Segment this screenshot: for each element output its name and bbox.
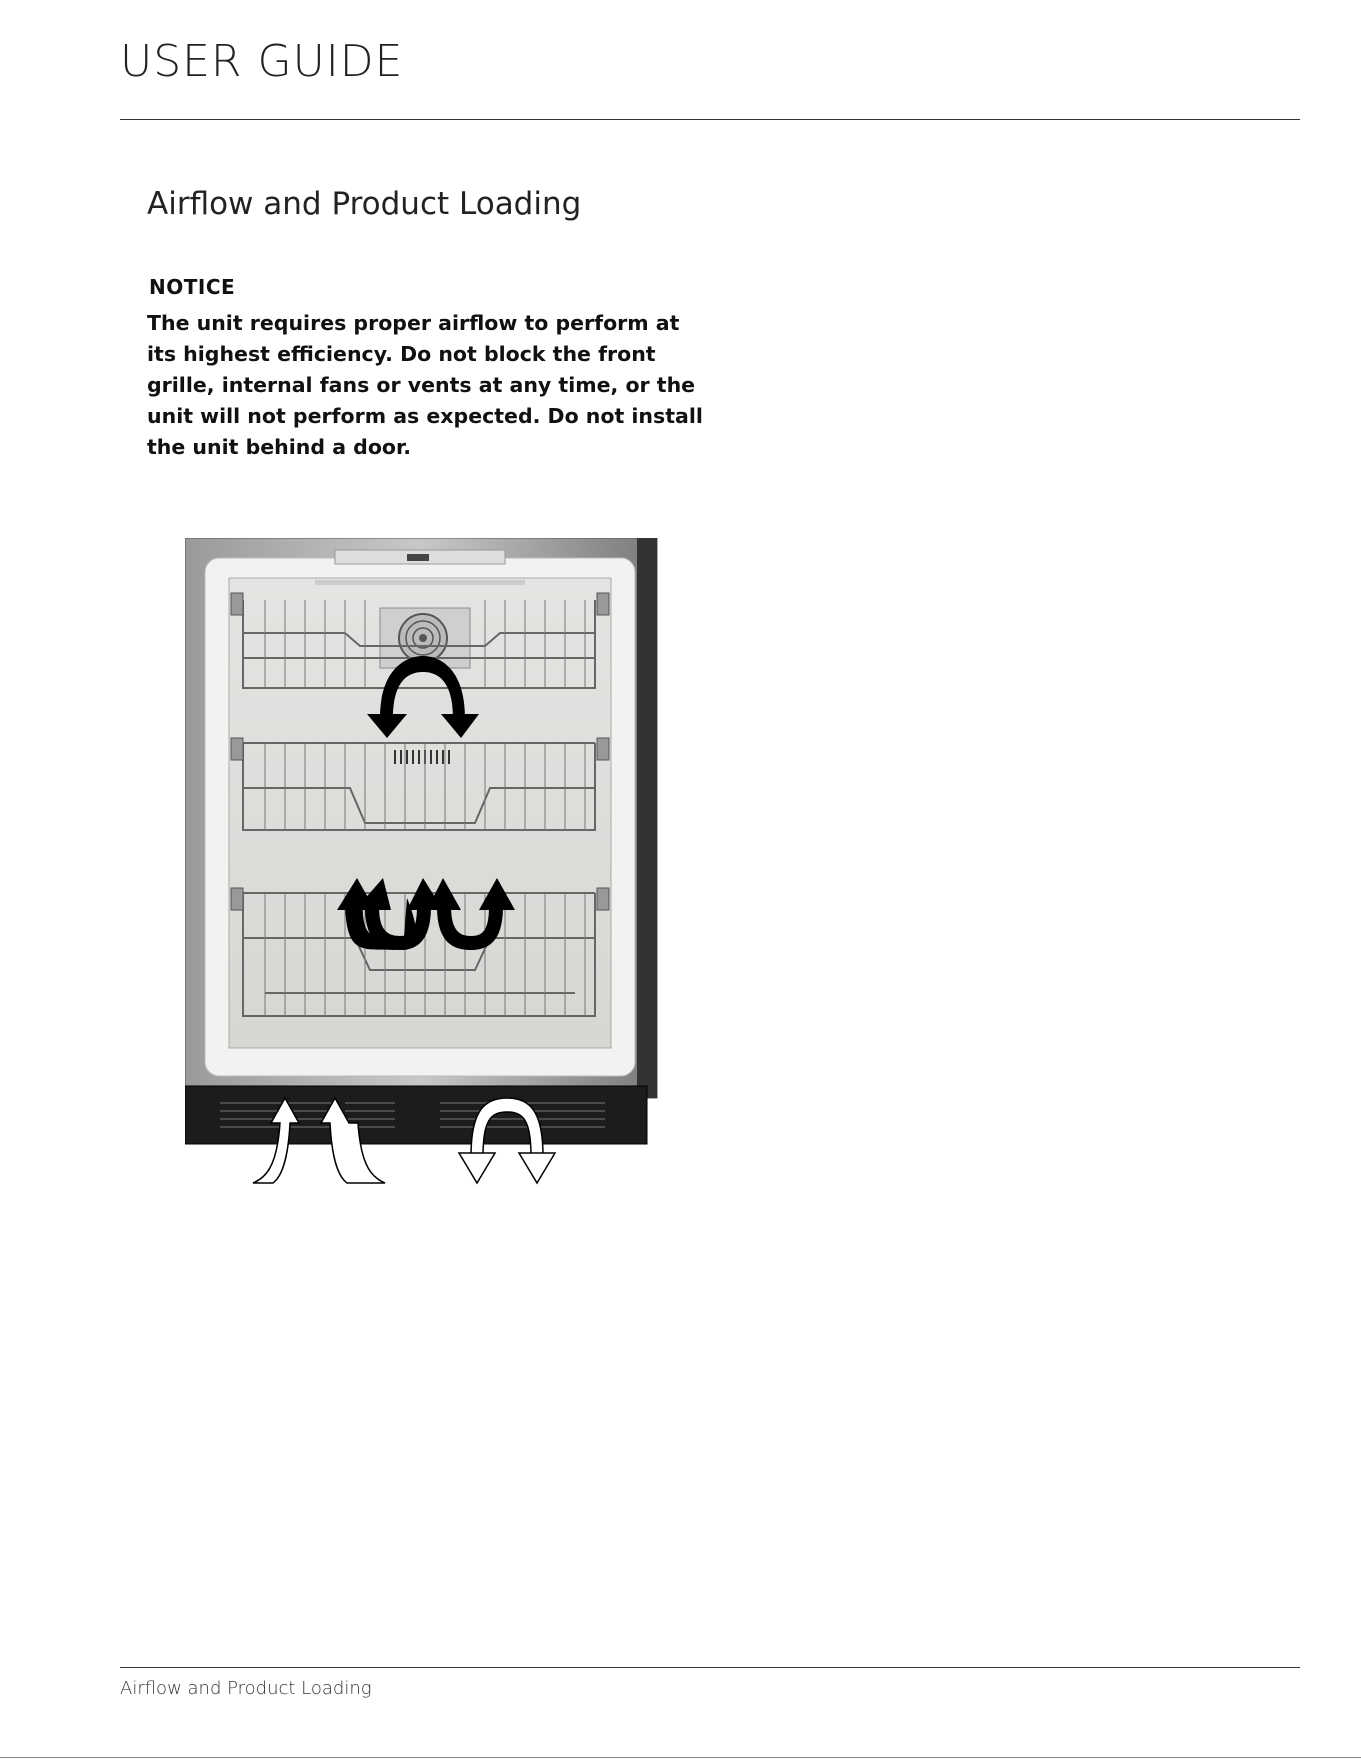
page-header-title: USER GUIDE: [120, 36, 404, 87]
header-divider: [120, 119, 1300, 120]
footer-divider: [120, 1667, 1300, 1668]
notice-label: NOTICE: [149, 275, 236, 299]
section-heading: Airflow and Product Loading: [147, 186, 582, 222]
page-bottom-edge: [0, 1757, 1361, 1758]
footer-section-name: Airflow and Product Loading: [120, 1678, 372, 1699]
front-grille: [185, 1086, 647, 1144]
refrigerator-airflow-illustration: [185, 538, 665, 1188]
refrigerator-drawing: [185, 538, 665, 1188]
notice-text: The unit requires proper airflow to perform at its highest efficiency. Do not block the front grille, internal fans or vents at any time, or the unit will not perform as expected. Do not install the unit behind a door.: [147, 311, 703, 459]
